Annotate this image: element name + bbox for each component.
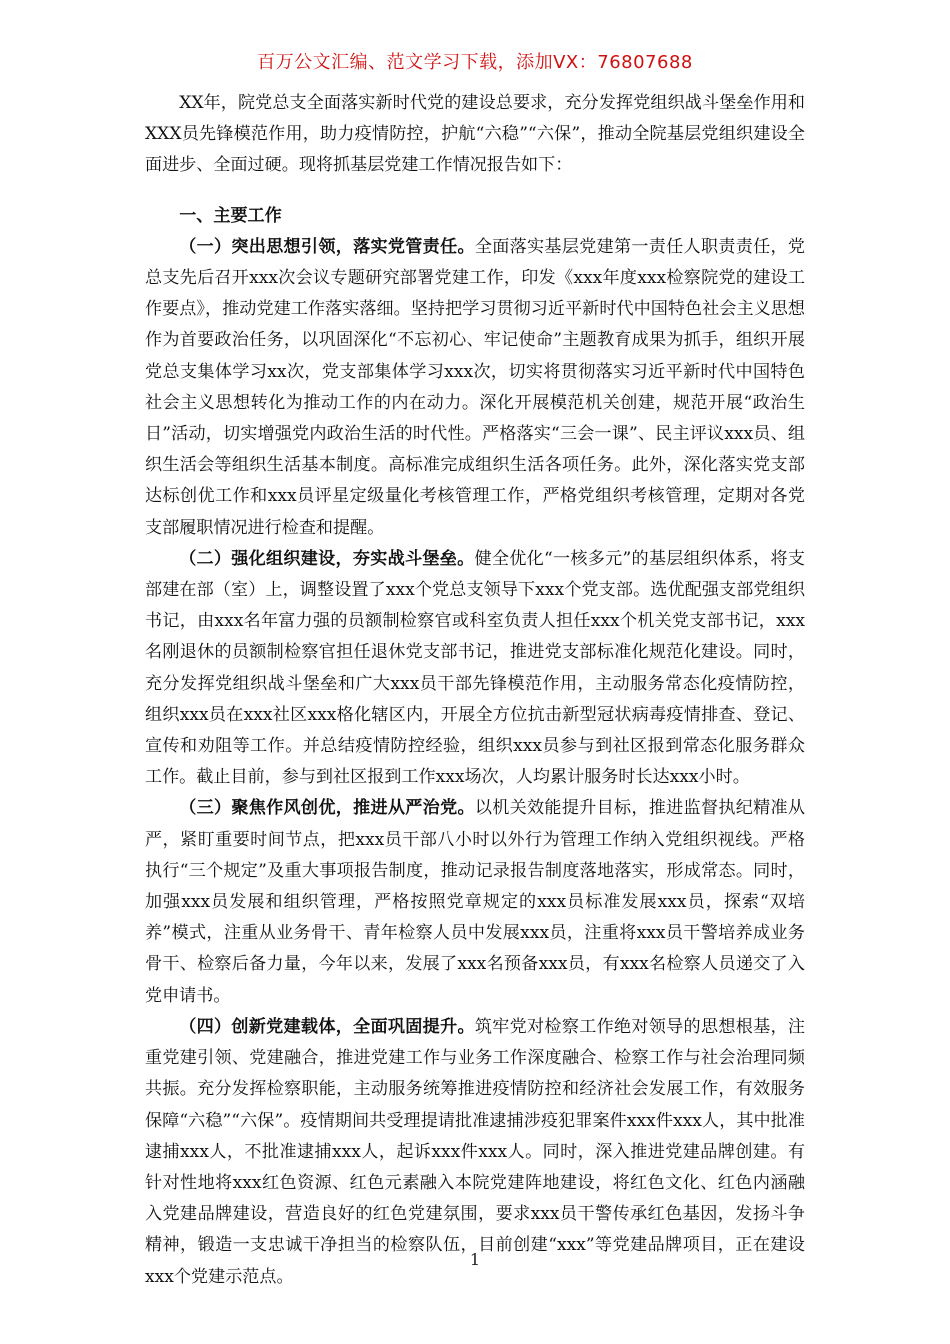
page-number: 1	[469, 1250, 481, 1269]
document-body	[145, 88, 805, 1293]
paragraph-4-body: 筑牢党对检察工作绝对领导的思想根基，注重党建引领、党建融合，推进党建工作与业务工作深度融合、检察工作与社会治理同频共振。充分发挥检察职能，主动服务统筹推进疫情防控和经济社会发展工作，有效服务保障“六稳”“六保”。疫情期间共受理提请批准逮捕涉疫犯罪案件xxx件xxx人，其中批准逮捕xxx人，不批准逮捕xxx人，起诉xxx件xxx人。同时，深入推进党建品牌创建。有针对性地将xxx红色资源、红色元素融入本院党建阵地建设，将红色文化、红色内涵融入党建品牌建设，营造良好的红色党建氛围，要求xxx员干警传承红色基因，发扬斗争精神，锻造一支忠诚干净担当的检察队伍，目前创建“xxx”等党建品牌项目，正在建设xxx个党建示范点。	[145, 1016, 806, 1287]
paragraph-3-title: （三）聚焦作风创优，推进从严治党。	[179, 798, 475, 819]
intro-paragraph: XX年，院党总支全面落实新时代党的建设总要求，充分发挥党组织战斗堡垒作用和XXX员先锋模范作用，助力疫情防控，护航“六稳”“六保”，推动全院基层党组织建设全面进步、全面过硬。现将抓基层党建工作情况报告如下：	[145, 93, 805, 176]
paragraph-1-body: 全面落实基层党建第一责任人职责责任，党总支先后召开xxx次会议专题研究部署党建工作，印发《xxx年度xxx检察院党的建设工作要点》，推动党建工作落实落细。坚持把学习贯彻习近平新时代中国特色社会主义思想作为首要政治任务，以巩固深化“不忘初心、牢记使命”主题教育成果为抓手，组织开展党总支集体学习xx次，党支部集体学习xxx次，切实将贯彻落实习近平新时代中国特色社会主义思想转化为推动工作的内在动力。深化开展模范机关创建，规范开展“政治生日”活动，切实增强党内政治生活的时代性。严格落实“三会一课”、民主评议xxx员、组织生活会等组织生活基本制度。高标准完成组织生活各项任务。此外，深化落实党支部达标创优工作和xxx员评星定级量化考核管理工作，严格党组织考核管理，定期对各党支部履职情况进行检查和提醒。	[145, 236, 806, 538]
paragraph-1-title: （一）突出思想引领，落实党管责任。	[179, 236, 475, 257]
paragraph-1	[145, 232, 805, 544]
paragraph-2	[145, 544, 805, 794]
section-heading: 一、主要工作	[179, 205, 282, 226]
paragraph-2-title: （二）强化组织建设，夯实战斗堡垒。	[179, 548, 475, 569]
paragraph-3-body: 以机关效能提升目标，推进监督执纪精准从严，紧盯重要时间节点，把xxx员干部八小时以外行为管理工作纳入党组织视线。严格执行“三个规定”及重大事项报告制度，推动记录报告制度落地落实，形成常态。同时，加强xxx员发展和组织管理，严格按照党章规定的xxx员标准发展xxx员，探索“双培养”模式，注重从业务骨干、青年检察人员中发展xxx员，注重将xxx员干警培养成业务骨干、检察后备力量，今年以来，发展了xxx名预备xxx员，有xxx名检察人员递交了入党申请书。	[145, 798, 806, 1006]
paragraph-3	[145, 793, 805, 1011]
header-banner: 百万公文汇编、范文学习下载，添加VX：76807688	[257, 52, 693, 73]
paragraph-2-body: 健全优化“一核多元”的基层组织体系，将支部建在部（室）上，调整设置了xxx个党总支领导下xxx个党支部。选优配强支部党组织书记，由xxx名年富力强的员额制检察官或科室负责人担任xxx个机关党支部书记，xxx名刚退休的员额制检察官担任退休党支部书记，推进党支部标准化规范化建设。同时，充分发挥党组织战斗堡垒和广大xxx员干部先锋模范作用，主动服务常态化疫情防控，组织xxx员在xxx社区xxx格化辖区内，开展全方位抗击新型冠状病毒疫情排查、登记、宣传和劝阻等工作。并总结疫情防控经验，组织xxx员参与到社区报到常态化服务群众工作。截止目前，参与到社区报到工作xxx场次，人均累计服务时长达xxx小时。	[145, 548, 805, 788]
paragraph-4-title: （四）创新党建载体，全面巩固提升。	[179, 1016, 475, 1037]
